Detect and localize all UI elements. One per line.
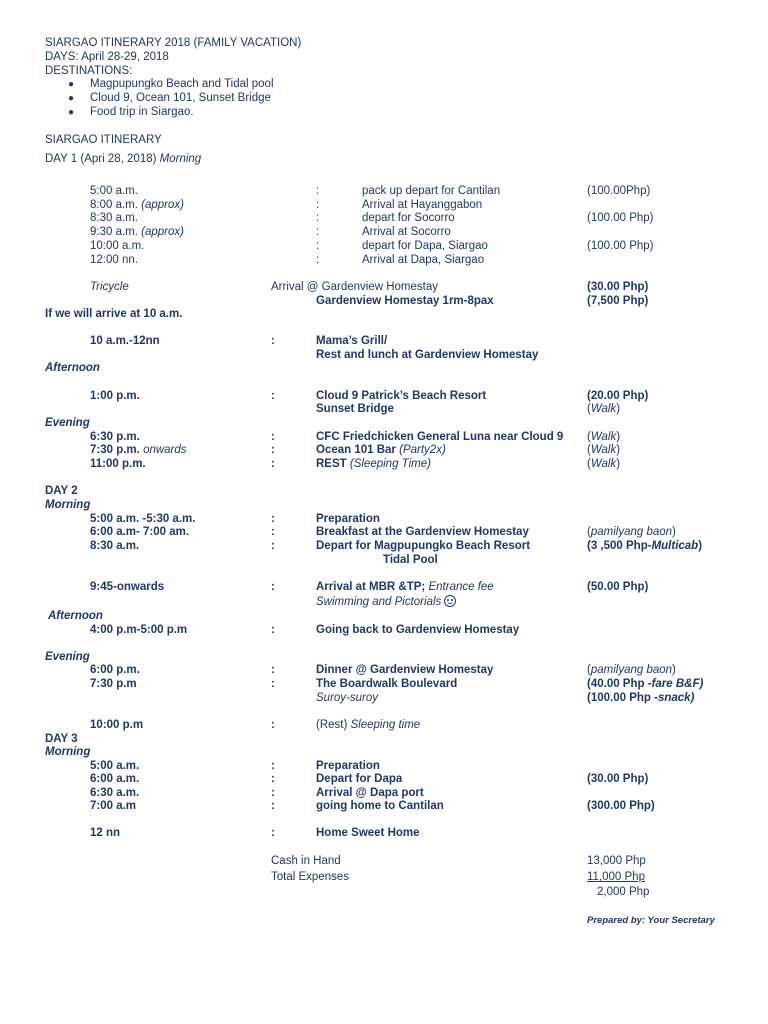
day1-row-time: 9:30 a.m. (approx): [90, 226, 184, 238]
day1-row-activity: REST (Sleeping Time): [316, 458, 431, 470]
day2-row-time: 5:00 a.m. -5:30 a.m.: [90, 513, 196, 525]
bullet-icon: ●: [68, 93, 75, 104]
day1-row-cost: (7,500 Php): [587, 295, 649, 307]
day1-row-cost: (Walk): [587, 431, 621, 443]
day1-row-activity: Arrival at Dapa, Siargao: [362, 254, 485, 266]
row-separator: :: [271, 581, 275, 593]
row-separator: :: [316, 212, 320, 224]
day2-row-activity: Preparation: [316, 513, 380, 525]
day3-row-time: 6:00 a.m.: [90, 773, 140, 785]
day1-row-time: 8:00 a.m. (approx): [90, 199, 184, 211]
day2-row-activity: Going back to Gardenview Homestay: [316, 624, 520, 636]
day1-row-time: 10:00 a.m.: [90, 240, 145, 252]
day3-row-time: 12 nn: [90, 827, 121, 839]
transport-label: Tricycle: [90, 281, 129, 293]
day1-row-cost: (100.00Php): [587, 185, 651, 197]
row-separator: :: [271, 664, 275, 676]
row-separator: :: [271, 458, 275, 470]
day1-row-time: 7:30 p.m. onwards: [90, 444, 187, 456]
row-separator: :: [271, 513, 275, 525]
day3-heading: DAY 3: [45, 733, 78, 745]
day3-row-time: 7:00 a.m: [90, 800, 137, 812]
cash-value: 13,000 Php: [587, 855, 646, 867]
day2-row-cost: (50.00 Php): [587, 581, 649, 593]
day1-row-activity: Arrival at Hayanggabon: [362, 199, 483, 211]
section-afternoon: Afternoon: [48, 610, 103, 622]
row-separator: :: [316, 240, 320, 252]
day1-row-time: 12:00 nn.: [90, 254, 138, 266]
day1-heading: DAY 1 (Apri 28, 2018) Morning: [45, 153, 202, 165]
row-separator: :: [316, 199, 320, 211]
list-item: ● Magpupungko Beach and Tidal pool: [68, 78, 274, 90]
day2-row-activity: Swimming and Pictorials: [316, 595, 456, 610]
day2-row-activity: Breakfast at the Gardenview Homestay: [316, 526, 529, 538]
day2-row-time: 9:45-onwards: [90, 581, 165, 593]
day1-row-time: 6:30 p.m.: [90, 431, 140, 443]
cash-label: Cash in Hand: [271, 855, 341, 867]
prepared-by: Prepared by: Your Secretary: [587, 915, 715, 926]
day1-row-time: 10 a.m.-12nn: [90, 335, 160, 347]
day2-row-activity: Tidal Pool: [383, 554, 438, 566]
row-separator: :: [271, 787, 275, 799]
day2-row-time: 4:00 p.m-5:00 p.m: [90, 624, 188, 636]
trip-days: DAYS: April 28-29, 2018: [45, 51, 169, 63]
smiley-icon: [444, 595, 456, 607]
day2-row-cost: (3 ,500 Php-Multicab): [587, 540, 703, 552]
list-item: ● Cloud 9, Ocean 101, Sunset Bridge: [68, 92, 271, 104]
section-morning: Morning: [45, 746, 91, 758]
day3-row-activity: Arrival @ Dapa port: [316, 787, 424, 799]
day2-row-cost: (pamilyang baon): [587, 664, 676, 676]
row-separator: :: [271, 444, 275, 456]
day1-row-activity: Sunset Bridge: [316, 403, 394, 415]
day1-row-cost: (20.00 Php): [587, 390, 649, 402]
row-separator: :: [271, 760, 275, 772]
day3-row-activity: Preparation: [316, 760, 380, 772]
day2-row-time: 7:30 p.m: [90, 678, 137, 690]
day1-row-time: 11:00 p.m.: [90, 458, 146, 470]
day3-row-activity: Depart for Dapa: [316, 773, 403, 785]
bullet-icon: ●: [68, 79, 75, 90]
row-separator: :: [271, 540, 275, 552]
row-separator: :: [271, 390, 275, 402]
section-morning: Morning: [45, 499, 91, 511]
day3-row-time: 5:00 a.m.: [90, 760, 140, 772]
day3-row-cost: (300.00 Php): [587, 800, 655, 812]
day1-row-cost: (100.00 Php): [587, 240, 654, 252]
balance-value: 2,000 Php: [597, 886, 650, 898]
row-separator: :: [271, 678, 275, 690]
row-separator: :: [271, 773, 275, 785]
day2-row-cost: (100.00 Php -snack): [587, 692, 695, 704]
section-evening: Evening: [45, 417, 90, 429]
row-separator: :: [316, 254, 320, 266]
day2-heading: DAY 2: [45, 485, 78, 497]
day2-row-cost: (pamilyang baon): [587, 526, 676, 538]
day2-row-activity: Arrival at MBR &TP; Entrance fee: [316, 581, 494, 593]
day1-row-cost: (Walk): [587, 458, 621, 470]
day1-row-time: 8:30 a.m.: [90, 212, 138, 224]
day2-row-activity: Suroy-suroy: [316, 692, 378, 704]
row-separator: :: [271, 624, 275, 636]
row-separator: :: [316, 226, 320, 238]
day3-row-time: 6:30 a.m.: [90, 787, 140, 799]
day1-row-activity: Arrival at Socorro: [362, 226, 451, 238]
day2-row-cost: (40.00 Php -fare B&F): [587, 678, 704, 690]
row-separator: :: [271, 335, 275, 347]
conditional-note: If we will arrive at 10 a.m.: [45, 308, 183, 320]
day3-row-cost: (30.00 Php): [587, 773, 649, 785]
day1-row-activity: Mama’s Grill/: [316, 335, 388, 347]
destinations-list: [68, 78, 274, 120]
section-afternoon: Afternoon: [45, 362, 100, 374]
day2-row-time: 6:00 p.m.: [90, 664, 140, 676]
list-item: ● Food trip in Siargao.: [68, 106, 194, 118]
day3-row-activity: Home Sweet Home: [316, 827, 420, 839]
day2-row-time: 6:00 a.m- 7:00 am.: [90, 526, 190, 538]
day1-row-activity: CFC Friedchicken General Luna near Cloud 9: [316, 431, 564, 443]
day2-row-activity: Dinner @ Gardenview Homestay: [316, 664, 494, 676]
day1-row-cost: (30.00 Php): [587, 281, 649, 293]
day1-row-activity: Rest and lunch at Gardenview Homestay: [316, 349, 539, 361]
day2-row-activity: (Rest) Sleeping time: [316, 719, 421, 731]
row-separator: :: [271, 800, 275, 812]
day2-row-activity: The Boardwalk Boulevard: [316, 678, 458, 690]
expenses-value: 11,000 Php: [587, 871, 645, 883]
day1-row-activity: Arrival @ Gardenview Homestay: [271, 281, 438, 293]
row-separator: :: [271, 827, 275, 839]
day1-row-activity: depart for Socorro: [362, 212, 455, 224]
row-separator: :: [316, 185, 320, 197]
day1-row-activity: Ocean 101 Bar (Party2x): [316, 444, 446, 456]
destinations-label: DESTINATIONS:: [45, 65, 133, 77]
document-title: SIARGAO ITINERARY 2018 (FAMILY VACATION): [45, 37, 302, 49]
day1-row-activity: depart for Dapa, Siargao: [362, 240, 488, 252]
day1-row-cost: (Walk): [587, 444, 621, 456]
bullet-icon: ●: [68, 107, 75, 118]
day3-row-activity: going home to Cantilan: [316, 800, 444, 812]
day2-row-time: 8:30 a.m.: [90, 540, 140, 552]
section-evening: Evening: [45, 651, 90, 663]
day1-row-activity: Cloud 9 Patrick’s Beach Resort: [316, 390, 487, 402]
day1-row-time: 5:00 a.m.: [90, 185, 138, 197]
day1-row-time: 1:00 p.m.: [90, 390, 140, 402]
day1-row-activity: pack up depart for Cantilan: [362, 185, 501, 197]
day1-row-cost: (100.00 Php): [587, 212, 654, 224]
row-separator: :: [271, 431, 275, 443]
day1-row-cost: (Walk): [587, 403, 621, 415]
row-separator: :: [271, 526, 275, 538]
expenses-label: Total Expenses: [271, 871, 349, 883]
itinerary-title: SIARGAO ITINERARY: [45, 134, 162, 146]
day1-row-activity: Gardenview Homestay 1rm-8pax: [316, 295, 494, 307]
row-separator: :: [271, 719, 275, 731]
day2-row-activity: Depart for Magpupungko Beach Resort: [316, 540, 531, 552]
day2-row-time: 10:00 p.m: [90, 719, 144, 731]
